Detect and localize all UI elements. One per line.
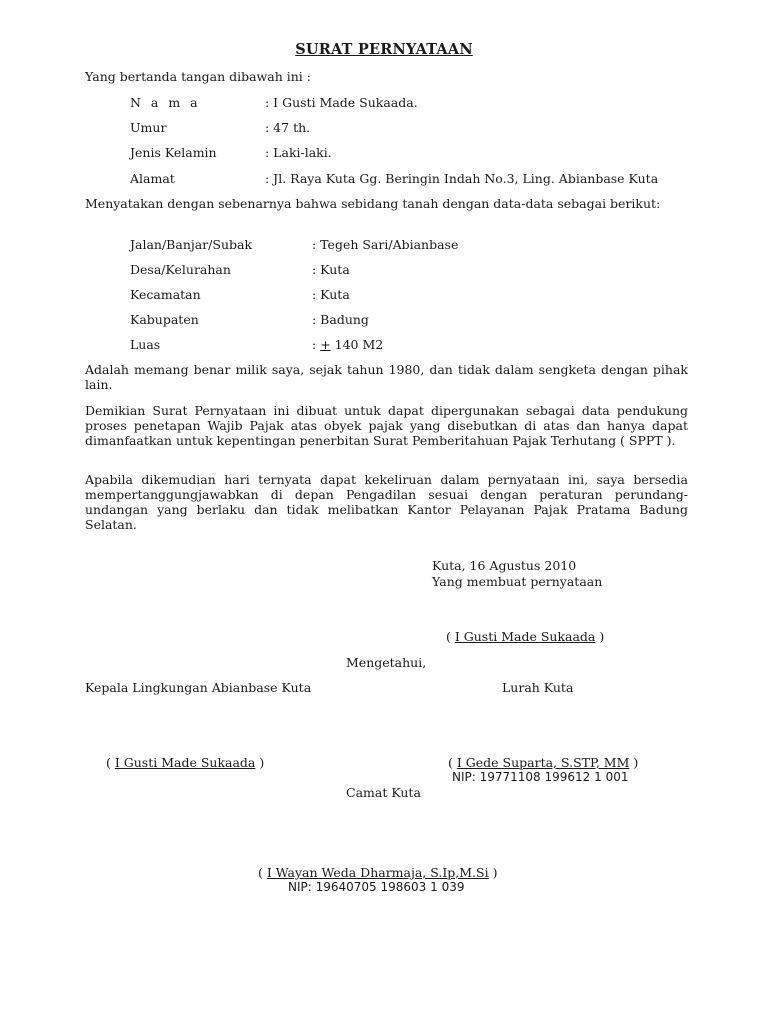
purpose-paragraph: Demikian Surat Pernyataan ini dibuat untuk dapat dipergunakan sebagai data pendukung proses penetapan Wajib Pajak atas obyek pajak yang disebutkan di atas dan hanya dapat dimanfaatkan untuk kepentingan penerbitan Surat Pemberitahuan Pajak Terhutang ( SPPT ).	[85, 403, 688, 448]
area-value-rest: 140 M2	[330, 337, 384, 352]
right-official-title: Lurah Kuta	[502, 680, 574, 695]
address-value: : Jl. Raya Kuta Gg. Beringin Indah No.3, Ling. Abianbase Kuta	[265, 171, 659, 186]
liability-paragraph: Apabila dikemudian hari ternyata dapat kekeliruan dalam pernyataan ini, saya bersedia mempertanggungjawabkan di depan Pengadilan sesuai dengan peraturan perundang-undangan yang berlaku dan tidak melibatkan Kantor Pelayanan Pajak Pratama Badung Selatan.	[85, 472, 688, 532]
left-official-signature: ( I Gusti Made Sukaada )	[106, 755, 265, 770]
right-official-name: I Gede Suparta, S.STP, MM	[456, 755, 630, 770]
camat-name: I Wayan Weda Dharmaja, S.Ip,M.Si	[266, 865, 489, 880]
village-value: : Kuta	[312, 262, 350, 277]
maker-signature: ( I Gusti Made Sukaada )	[446, 629, 605, 644]
statement-paragraph: Menyatakan dengan sebenarnya bahwa sebidang tanah dengan data-data sebagai berikut:	[85, 196, 661, 211]
camat-title: Camat Kuta	[346, 785, 421, 800]
gender-value: : Laki-laki.	[265, 145, 332, 160]
left-official-name: I Gusti Made Sukaada	[114, 755, 256, 770]
acknowledged-label: Mengetahui,	[346, 655, 427, 670]
place-date: Kuta, 16 Agustus 2010	[432, 558, 577, 573]
age-value: : 47 th.	[265, 120, 311, 135]
area-value-prefix: :	[312, 337, 321, 352]
document-title: SURAT PERNYATAAN	[295, 41, 473, 58]
maker-name: I Gusti Made Sukaada	[454, 629, 596, 644]
maker-label: Yang membuat pernyataan	[432, 574, 603, 589]
regency-value: : Badung	[312, 312, 369, 327]
district-value: : Kuta	[312, 287, 350, 302]
right-official-nip: NIP: 19771108 199612 1 001	[452, 770, 629, 784]
district-label: Kecamatan	[130, 287, 201, 302]
address-label: Alamat	[130, 171, 175, 186]
regency-label: Kabupaten	[130, 312, 199, 327]
ownership-paragraph: Adalah memang benar milik saya, sejak tahun 1980, dan tidak dalam sengketa dengan pihak lain.	[85, 362, 688, 392]
name-label: N a m a	[130, 95, 201, 110]
age-label: Umur	[130, 120, 167, 135]
gender-label: Jenis Kelamin	[130, 145, 217, 160]
right-official-signature: ( I Gede Suparta, S.STP, MM )	[448, 755, 639, 770]
camat-nip: NIP: 19640705 198603 1 039	[288, 880, 465, 894]
area-value	[312, 337, 383, 352]
plus-minus-sign: +	[320, 337, 331, 352]
street-label: Jalan/Banjar/Subak	[130, 237, 253, 252]
area-label: Luas	[130, 337, 161, 352]
left-official-title: Kepala Lingkungan Abianbase Kuta	[85, 680, 312, 695]
camat-signature: ( I Wayan Weda Dharmaja, S.Ip,M.Si )	[258, 865, 498, 880]
village-label: Desa/Kelurahan	[130, 262, 231, 277]
street-value: : Tegeh Sari/Abianbase	[312, 237, 459, 252]
intro-text: Yang bertanda tangan dibawah ini :	[85, 69, 311, 84]
name-value: : I Gusti Made Sukaada.	[265, 95, 418, 110]
